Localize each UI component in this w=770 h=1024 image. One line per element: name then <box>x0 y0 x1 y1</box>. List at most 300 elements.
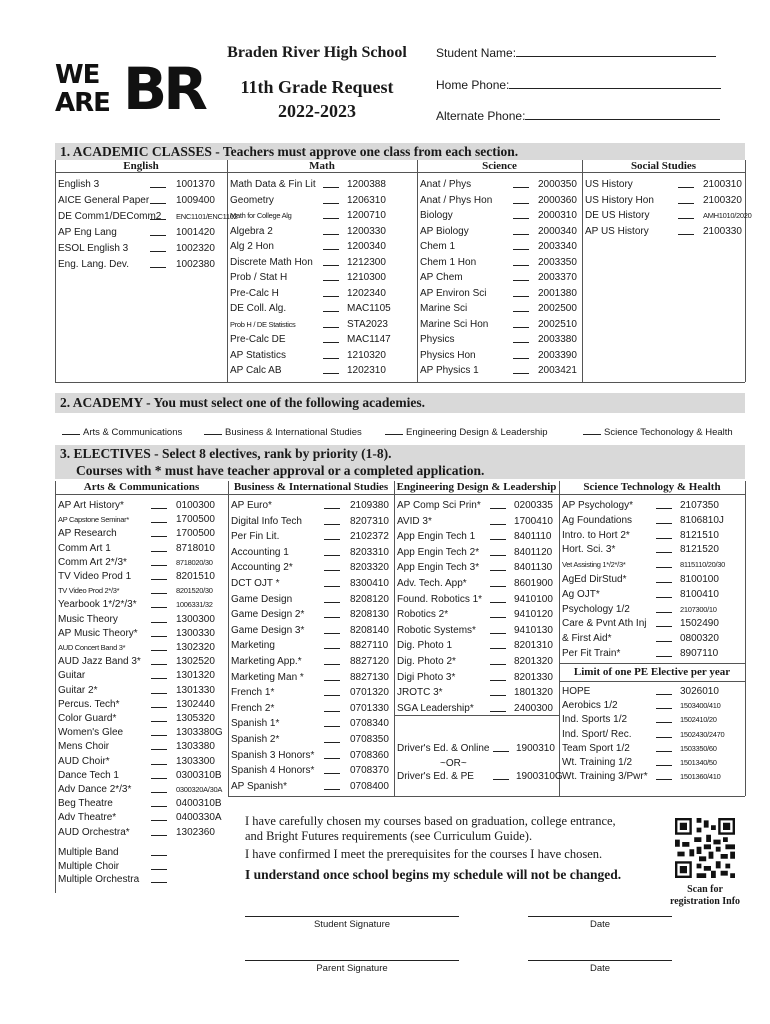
rank-blank[interactable] <box>513 358 529 359</box>
course-code: 1206310 <box>347 194 386 206</box>
course-code: 1200710 <box>347 210 386 221</box>
rank-blank[interactable] <box>324 773 340 774</box>
rank-blank[interactable] <box>151 806 167 807</box>
course-name: Digital Info Tech <box>231 515 302 527</box>
rank-blank[interactable] <box>324 617 340 618</box>
course-name: AP Calc AB <box>230 365 282 376</box>
course-code: 1212300 <box>347 256 386 268</box>
rank-blank[interactable] <box>513 187 529 188</box>
course-code: 1006331/32 <box>176 600 213 610</box>
rank-blank[interactable] <box>151 764 167 765</box>
course-name: AP Spanish* <box>231 780 287 792</box>
rank-blank[interactable] <box>150 187 166 188</box>
rank-blank[interactable] <box>490 633 506 634</box>
rank-blank[interactable] <box>324 726 340 727</box>
course-code: 0400310B <box>176 798 222 810</box>
course-code: 2100310 <box>703 179 742 190</box>
course-name: & First Aid* <box>562 633 612 645</box>
academy-option-arts[interactable]: Arts & Communications <box>62 426 182 438</box>
page-title: 11th Grade Request <box>240 77 394 97</box>
rank-blank[interactable] <box>656 641 672 642</box>
course-code: 1501360/410 <box>680 772 721 782</box>
rank-blank[interactable] <box>490 570 506 571</box>
rank-blank[interactable] <box>656 523 672 524</box>
course-name: DE Comm1/DEComm2 <box>58 211 162 222</box>
course-name: US History <box>585 179 633 190</box>
student-date-field[interactable] <box>528 896 672 916</box>
rank-blank[interactable] <box>323 296 339 297</box>
rank-blank[interactable] <box>151 869 167 870</box>
course-code: 0708360 <box>350 749 389 761</box>
science-health-title: Science Technology & Health <box>583 481 721 493</box>
course-name: Pre-Calc DE <box>230 334 286 345</box>
course-code: 9410120 <box>514 609 553 621</box>
rank-blank[interactable] <box>656 656 672 657</box>
rank-blank[interactable] <box>151 882 167 883</box>
logo-text-bottom: ARE <box>55 88 110 118</box>
rank-blank[interactable] <box>323 203 339 204</box>
course-code: 2000360 <box>538 194 577 206</box>
social-studies-title: Social Studies <box>630 160 697 172</box>
rank-blank[interactable] <box>323 311 339 312</box>
rank-blank[interactable] <box>151 536 167 537</box>
rank-blank[interactable] <box>324 633 340 634</box>
student-name-label: Student Name: <box>436 46 517 60</box>
rank-blank[interactable] <box>324 680 340 681</box>
rank-blank[interactable] <box>513 373 529 374</box>
course-code: 1302360 <box>176 826 215 838</box>
course-name: Biology <box>420 210 453 221</box>
course-code: 1700500 <box>176 514 215 526</box>
rank-blank[interactable] <box>656 538 672 539</box>
school-year: 2022-2023 <box>278 101 356 121</box>
course-name: Prob H / DE Statistics <box>230 319 296 329</box>
rank-blank[interactable] <box>656 582 672 583</box>
course-code: 1303380 <box>176 741 215 753</box>
course-name: AP Music Theory* <box>58 627 138 639</box>
rank-blank[interactable] <box>151 792 167 793</box>
course-code: 8208130 <box>350 609 389 621</box>
course-name: AP Chem <box>420 272 463 283</box>
course-name: AUD Choir* <box>58 755 110 767</box>
course-code: 1301320 <box>176 670 215 682</box>
course-code: 2002500 <box>538 303 577 314</box>
course-name: Pre-Calc H <box>230 287 279 299</box>
academy-option-science[interactable]: Science Techonology & Health <box>583 426 733 438</box>
course-name: App Engin Tech 2* <box>397 546 480 558</box>
rank-blank[interactable] <box>656 737 672 738</box>
rank-blank[interactable] <box>656 722 672 723</box>
course-code: 3026010 <box>680 686 719 697</box>
rank-blank[interactable] <box>151 551 167 552</box>
school-name: Braden River High School <box>227 44 407 61</box>
rank-blank[interactable] <box>490 711 506 712</box>
course-code: 1210320 <box>347 349 386 361</box>
school-logo <box>55 55 204 123</box>
course-name: Accounting 1 <box>231 546 289 558</box>
electives-heading <box>55 445 745 479</box>
course-code: 8827130 <box>350 671 389 683</box>
course-name: French 2* <box>231 702 275 714</box>
rank-blank[interactable] <box>151 707 167 708</box>
course-name: AP Psychology* <box>562 500 633 511</box>
course-name: AgEd DirStud* <box>562 574 627 585</box>
course-code: 8827110 <box>350 640 389 652</box>
rank-blank[interactable] <box>656 612 672 613</box>
parent-date-field[interactable] <box>528 940 672 960</box>
course-name: App Engin Tech 1 <box>397 531 476 543</box>
course-name: Algebra 2 <box>230 225 273 237</box>
rank-blank[interactable] <box>151 650 167 651</box>
rank-blank[interactable] <box>151 579 167 580</box>
rank-blank[interactable] <box>513 280 529 281</box>
course-code: 1200340 <box>347 241 386 252</box>
course-code: 2107300/10 <box>680 604 717 614</box>
rank-blank[interactable] <box>151 749 167 750</box>
rank-blank[interactable] <box>324 570 340 571</box>
rank-blank[interactable] <box>324 711 340 712</box>
course-code: 8106810J <box>680 514 724 526</box>
rank-blank[interactable] <box>323 373 339 374</box>
course-code: 8207310 <box>350 515 389 527</box>
rank-blank[interactable] <box>513 342 529 343</box>
course-code: 8100100 <box>680 574 719 585</box>
course-code: 8208140 <box>350 624 389 636</box>
course-name: Anat / Phys <box>420 179 472 190</box>
rank-blank[interactable] <box>151 678 167 679</box>
rank-blank[interactable] <box>323 234 339 235</box>
multiple-name: Multiple Choir <box>58 860 120 872</box>
course-code: 1502490 <box>680 618 719 630</box>
course-code: 8718020/30 <box>176 557 213 567</box>
course-code: 8208120 <box>350 593 389 605</box>
drivers-ed-or: ~OR~ <box>440 758 467 769</box>
rank-blank[interactable] <box>656 626 672 627</box>
course-name: Marine Sci <box>420 303 468 314</box>
rank-blank[interactable] <box>324 664 340 665</box>
rank-blank[interactable] <box>323 280 339 281</box>
course-code: 2000340 <box>538 225 577 237</box>
rank-blank[interactable] <box>151 508 167 509</box>
rank-blank[interactable] <box>678 203 694 204</box>
course-name: AP Statistics <box>230 349 286 361</box>
course-code: 0200335 <box>514 500 553 511</box>
rank-blank[interactable] <box>151 636 167 637</box>
rank-blank[interactable] <box>324 602 340 603</box>
student-signature-label: Student Signature <box>313 919 391 930</box>
rank-blank[interactable] <box>151 835 167 836</box>
course-name: Chem 1 <box>420 241 456 252</box>
course-name: Digi Photo 3* <box>397 671 456 683</box>
course-code: 1502410/20 <box>680 715 717 725</box>
parent-signature-field[interactable] <box>245 940 459 960</box>
course-code: 1202310 <box>347 365 386 376</box>
home-phone-field[interactable] <box>436 77 721 92</box>
course-name: Adv. Tech. App* <box>397 578 467 589</box>
science-title: Science <box>482 160 517 172</box>
rank-blank[interactable] <box>150 203 166 204</box>
course-name: Spanish 2* <box>231 734 280 745</box>
course-code: 2107350 <box>680 500 719 511</box>
rank-blank[interactable] <box>151 664 167 665</box>
course-code: 0300310B <box>176 769 222 781</box>
course-code: 1200388 <box>347 179 386 190</box>
course-name: Accounting 2* <box>231 562 293 574</box>
rank-blank[interactable] <box>151 607 167 608</box>
student-name-field[interactable] <box>436 45 716 60</box>
course-name: Comm Art 2*/3* <box>58 556 127 568</box>
rank-blank[interactable] <box>151 622 167 623</box>
pe-limit-title: Limit of one PE Elective per year <box>573 666 731 678</box>
rank-blank[interactable] <box>490 695 506 696</box>
home-phone-label: Home Phone: <box>436 78 510 92</box>
course-name: Comm Art 1 <box>58 542 111 554</box>
course-name: Ag Foundations <box>562 514 633 526</box>
course-name: Game Design 3* <box>231 624 305 636</box>
rank-blank[interactable] <box>513 327 529 328</box>
multiple-name: Multiple Orchestra <box>58 874 140 885</box>
course-name: Mens Choir <box>58 741 110 753</box>
academic-heading: 1. ACADEMIC CLASSES - Teachers must approve one class from each section. <box>55 143 745 160</box>
rank-blank[interactable] <box>150 235 166 236</box>
rank-blank[interactable] <box>513 218 529 219</box>
rank-blank[interactable] <box>323 187 339 188</box>
course-code: 1300330 <box>176 627 215 639</box>
alternate-phone-field[interactable] <box>436 108 720 123</box>
course-name: AP US History <box>585 225 649 237</box>
multiple-name: Multiple Band <box>58 847 119 858</box>
rank-blank[interactable] <box>150 219 166 220</box>
course-code: 8201320 <box>514 656 553 667</box>
rank-blank[interactable] <box>151 855 167 856</box>
rank-blank[interactable] <box>151 522 167 523</box>
course-code: 8203320 <box>350 562 389 574</box>
course-name: Game Design <box>231 593 293 605</box>
rank-blank[interactable] <box>490 648 506 649</box>
qr-code-icon[interactable] <box>675 818 735 878</box>
academy-option-engineering[interactable]: Engineering Design & Leadership <box>385 426 548 438</box>
rank-blank[interactable] <box>151 820 167 821</box>
rank-blank[interactable] <box>323 342 339 343</box>
rank-blank[interactable] <box>324 758 340 759</box>
rank-blank[interactable] <box>151 778 167 779</box>
scan-text: Scan for registration Info <box>669 884 741 907</box>
course-name: Color Guard* <box>58 713 117 724</box>
course-code: 1503350/60 <box>680 743 717 753</box>
electives-heading-2: Courses with * must have teacher approval or a completed application. <box>76 463 485 478</box>
course-name: Ind. Sport/ Rec. <box>562 728 632 740</box>
course-code: 0100300 <box>176 500 215 511</box>
course-name: Marketing Man * <box>231 671 304 683</box>
course-code: 8201330 <box>514 671 553 683</box>
course-name: Percus. Tech* <box>58 698 120 710</box>
course-code: MAC1105 <box>347 303 391 314</box>
rank-blank[interactable] <box>324 695 340 696</box>
course-name: Guitar 2* <box>58 684 98 696</box>
rank-blank[interactable] <box>323 327 339 328</box>
rank-blank[interactable] <box>324 789 340 790</box>
rank-blank[interactable] <box>324 539 340 540</box>
business-title: Business & International Studies <box>233 481 389 493</box>
course-name: Eng. Lang. Dev. <box>58 259 129 270</box>
course-code: 0701330 <box>350 702 389 714</box>
rank-blank[interactable] <box>678 187 694 188</box>
course-code: 0701320 <box>350 687 389 699</box>
course-code: AMH1010/2020 <box>703 211 752 220</box>
course-code: 1001420 <box>176 227 215 238</box>
course-name: Chem 1 Hon <box>420 256 477 268</box>
course-code: 1303380G <box>176 727 223 739</box>
parent-date-label: Date <box>589 963 611 974</box>
rank-blank[interactable] <box>656 708 672 709</box>
course-code: 8401130 <box>514 562 553 574</box>
course-name: Yearbook 1*/2*/3* <box>58 599 137 611</box>
academy-option-business[interactable]: Business & International Studies <box>204 426 362 438</box>
course-code: 0300320A/30A <box>176 785 223 794</box>
logo-br: BR <box>123 55 204 123</box>
rank-blank[interactable] <box>656 751 672 752</box>
course-code: 8401110 <box>514 531 552 543</box>
course-name: Music Theory <box>58 613 118 625</box>
rank-blank[interactable] <box>513 203 529 204</box>
rank-blank[interactable] <box>151 721 167 722</box>
rank-blank[interactable] <box>490 664 506 665</box>
rank-blank[interactable] <box>324 586 340 587</box>
rank-blank[interactable] <box>151 693 167 694</box>
alternate-phone-label: Alternate Phone: <box>436 109 526 123</box>
course-code: 8201310 <box>514 640 553 652</box>
course-code: 2000350 <box>538 179 577 190</box>
course-code: 8203310 <box>350 546 389 558</box>
rank-blank[interactable] <box>490 539 506 540</box>
course-name: Wt. Training 3/Pwr* <box>562 771 648 783</box>
course-code: 1302520 <box>176 656 215 668</box>
course-name: Dance Tech 1 <box>58 769 119 781</box>
course-name: Team Sport 1/2 <box>562 742 630 754</box>
course-name: Robotics 2* <box>397 609 449 621</box>
rank-blank[interactable] <box>323 265 339 266</box>
course-code: 8121510 <box>680 529 719 541</box>
course-name: Care & Pvnt Ath Inj <box>562 618 647 630</box>
rank-blank[interactable] <box>324 508 340 509</box>
rank-blank[interactable] <box>490 508 506 509</box>
rank-blank[interactable] <box>678 234 694 235</box>
statement-line-1: I have carefully chosen my courses based on graduation, college entrance, <box>245 814 616 828</box>
course-code: 2003370 <box>538 272 577 283</box>
statement-line-3: I have confirmed I meet the prerequisites for the courses I have chosen. <box>245 847 603 861</box>
course-name: Ag OJT* <box>562 588 600 600</box>
rank-blank[interactable] <box>656 765 672 766</box>
electives-heading-1: 3. ELECTIVES - Select 8 electives, rank by priority (1-8). <box>60 446 392 461</box>
rank-blank[interactable] <box>324 555 340 556</box>
rank-blank[interactable] <box>490 524 506 525</box>
rank-blank[interactable] <box>678 218 694 219</box>
course-name: US History Hon <box>585 194 654 206</box>
course-name: Guitar <box>58 670 86 682</box>
rank-blank[interactable] <box>513 296 529 297</box>
course-name: Ind. Sports 1/2 <box>562 714 628 726</box>
rank-blank[interactable] <box>490 602 506 603</box>
rank-blank[interactable] <box>323 358 339 359</box>
course-code: 8201510 <box>176 571 215 582</box>
rank-blank[interactable] <box>151 565 167 566</box>
rank-blank[interactable] <box>323 218 339 219</box>
course-code: 1302320 <box>176 642 215 653</box>
course-code: 1301330 <box>176 684 215 696</box>
course-name: Spanish 3 Honors* <box>231 749 315 761</box>
course-code: 1501340/50 <box>680 758 717 767</box>
course-code: 0708370 <box>350 765 389 777</box>
course-name: Intro. to Hort 2* <box>562 529 630 541</box>
rank-blank[interactable] <box>150 251 166 252</box>
statement-line-4: I understand once school begins my schedule will not be changed. <box>245 867 622 882</box>
rank-blank[interactable] <box>513 249 529 250</box>
course-name: Adv Dance 2*/3* <box>58 784 132 795</box>
course-name: Hort. Sci. 3* <box>562 544 616 556</box>
course-name: AP Research <box>58 528 117 540</box>
arts-title: Arts & Communications <box>83 481 200 493</box>
course-name: Per Fit Train* <box>562 648 621 659</box>
student-signature-field[interactable] <box>245 896 459 916</box>
rank-blank[interactable] <box>656 779 672 780</box>
course-name: DE Coll. Alg. <box>230 303 287 314</box>
rank-blank[interactable] <box>513 234 529 235</box>
rank-blank[interactable] <box>150 267 166 268</box>
course-code: 2003380 <box>538 334 577 345</box>
rank-blank[interactable] <box>324 648 340 649</box>
rank-blank[interactable] <box>513 311 529 312</box>
rank-blank[interactable] <box>656 508 672 509</box>
course-name: Math for College Alg <box>230 211 292 220</box>
course-name: Wt. Training 1/2 <box>562 757 633 768</box>
course-name: TV Video Prod 1 <box>58 571 132 582</box>
course-code: 1300300 <box>176 613 215 625</box>
course-code: 2400300 <box>514 702 553 714</box>
course-code: 2001380 <box>538 287 577 299</box>
rank-blank[interactable] <box>656 552 672 553</box>
rank-blank[interactable] <box>323 249 339 250</box>
rank-blank[interactable] <box>490 555 506 556</box>
rank-blank[interactable] <box>656 567 672 568</box>
rank-blank[interactable] <box>513 265 529 266</box>
course-code: 8100410 <box>680 588 719 600</box>
course-name: Per Fin Lit. <box>231 531 280 543</box>
course-code: 9410130 <box>514 624 553 636</box>
course-name: AICE General Paper <box>58 195 150 206</box>
course-code: 0708350 <box>350 734 389 745</box>
course-name: AP Biology <box>420 225 469 237</box>
rank-blank[interactable] <box>490 617 506 618</box>
statement-line-2: and Bright Futures requirements (see Curriculum Guide). <box>245 829 533 843</box>
rank-blank[interactable] <box>151 593 167 594</box>
rank-blank[interactable] <box>324 742 340 743</box>
course-name: Robotic Systems* <box>397 624 476 636</box>
rank-blank[interactable] <box>490 680 506 681</box>
course-name: AP Euro* <box>231 500 272 511</box>
academy-heading: 2. ACADEMY - You must select one of the following academies. <box>55 393 745 413</box>
rank-blank[interactable] <box>151 735 167 736</box>
course-code: 8121520 <box>680 544 719 556</box>
course-code: 2003340 <box>538 241 577 252</box>
rank-blank[interactable] <box>324 524 340 525</box>
rank-blank[interactable] <box>656 694 672 695</box>
course-name: Found. Robotics 1* <box>397 593 483 605</box>
rank-blank[interactable] <box>490 586 506 587</box>
course-code: 8401120 <box>514 546 553 558</box>
rank-blank[interactable] <box>656 597 672 598</box>
course-name: French 1* <box>231 687 275 699</box>
course-name: DE US History <box>585 210 650 221</box>
